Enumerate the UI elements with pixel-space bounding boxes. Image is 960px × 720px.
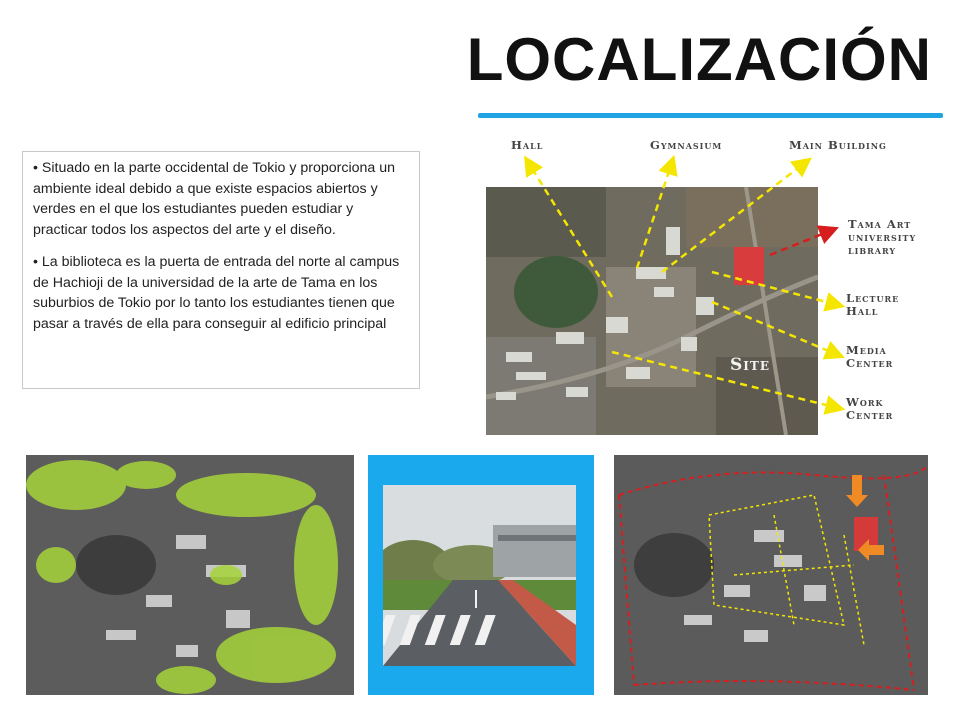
- street-photo: [383, 485, 576, 666]
- label-main-building: Main Building: [789, 138, 887, 152]
- site-label: Site: [730, 355, 770, 375]
- label-media-line1: Media: [846, 343, 887, 357]
- label-gymnasium: Gymnasium: [650, 138, 723, 152]
- label-library-line1: Tama Art: [848, 217, 912, 231]
- circulation-map: [614, 455, 928, 695]
- label-library-line2: university: [848, 230, 917, 244]
- description-bullet-2: • La biblioteca es la puerta de entrada del norte al campus de Hachioji de la universidad de la arte de Tama en los suburbios de Tokio por lo tanto los estudiantes tienen que pasar a través de ella para conseguir al edificio principal: [33, 252, 411, 334]
- street-photo-frame: [368, 455, 594, 695]
- green-areas-map: [26, 455, 354, 695]
- description-bullet-1: • Situado en la parte occidental de Tokio y proporciona un ambiente ideal debido a que existe espacios abiertos y verdes en el que los estudiantes pueden estudiar y practicar todos los aspectos del arte y el diseño.: [33, 158, 411, 240]
- label-library-line3: library: [848, 243, 897, 257]
- label-media-line2: Center: [846, 356, 894, 370]
- label-work-line1: Work: [846, 395, 884, 409]
- green-areas-map-graphic: [26, 455, 354, 695]
- circulation-map-graphic: [614, 455, 928, 695]
- label-work-line2: Center: [846, 408, 894, 422]
- page-title: LOCALIZACIÓN: [466, 26, 932, 93]
- label-lecture-line1: Lecture: [846, 291, 900, 305]
- label-lecture-line2: Hall: [846, 304, 879, 318]
- label-hall: Hall: [511, 138, 544, 152]
- street-photo-graphic: [383, 485, 576, 666]
